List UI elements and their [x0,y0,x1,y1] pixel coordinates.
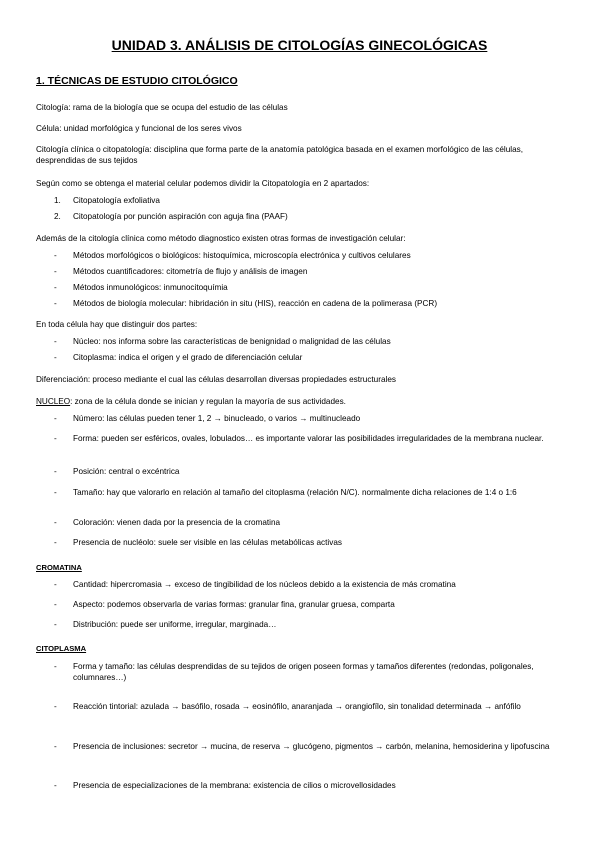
list-text: Métodos morfológicos o biológicos: histoquímica, microscopía electrónica y cultivos celulares [73,251,411,260]
list-text: Forma y tamaño: las células desprendidas de su tejidos de origen poseen formas y tamaños diferentes (redondas, poligonales, columnares…) [73,662,534,682]
list-text: Número: las células pueden tener 1, 2 → binucleado, o varios → multinucleado [73,414,361,423]
bullet-dash: - [54,518,57,527]
bullet-dash: - [54,353,57,362]
list-text: Distribución: puede ser uniforme, irregular, marginada… [73,620,277,629]
list-text: Presencia de nucléolo: suele ser visible en las células metabólicas activas [73,538,342,547]
list-text: Citopatología por punción aspiración con aguja fina (PAAF) [73,212,288,221]
division-intro: Según como se obtenga el material celular podemos dividir la Citopatología en 2 apartados: [36,179,370,188]
bullet-dash: - [54,283,57,292]
document-title: UNIDAD 3. ANÁLISIS DE CITOLOGÍAS GINECOLÓGICAS [111,37,488,53]
list-text: Métodos inmunológicos: inmunocitoquímia [73,283,228,292]
bullet-dash: - [54,267,57,276]
bullet-dash: - [54,414,57,423]
definition-citologia: Citología: rama de la biología que se ocupa del estudio de las células [36,103,288,112]
list-text: Reacción tintorial: azulada → basófilo, rosada → eosinófilo, anaranjada → orangiofílo, sin tonalidad determinada → anfófilo [73,702,521,711]
list-text: Citoplasma: indica el origen y el grado de diferenciación celular [73,353,303,362]
bullet-dash: - [54,488,57,497]
definition-celula: Célula: unidad morfológica y funcional de los seres vivos [36,124,242,133]
list-text: Presencia de especializaciones de la membrana: existencia de cilios o microvellosidades [73,781,396,790]
bullet-dash: - [54,434,57,443]
list-number: 1. [54,196,61,205]
bullet-dash: - [54,702,57,711]
list-text: Forma: pueden ser esféricos, ovales, lobulados… es importante valorar las posibilidades irregularidades de la membrana nuclear. [73,434,544,443]
list-text: Posición: central o excéntrica [73,467,180,476]
bullet-dash: - [54,299,57,308]
list-number: 2. [54,212,61,221]
methods-intro: Además de la citología clínica como método diagnostico existen otras formas de investigación celular: [36,234,406,243]
list-text: Métodos cuantificadores: citometría de flujo y análisis de imagen [73,267,308,276]
parts-intro: En toda célula hay que distinguir dos partes: [36,320,198,329]
list-text: Tamaño: hay que valorarlo en relación al tamaño del citoplasma (relación N/C). normalmente dicha relaciones de 1:4 o 1:6 [73,488,517,497]
diferenciacion-definition: Diferenciación: proceso mediante el cual las células desarrollan diversas propiedades estructurales [36,375,396,384]
nucleo-intro [36,396,566,407]
bullet-dash: - [54,467,57,476]
list-text: Aspecto: podemos observarla de varias formas: granular fina, granular gruesa, comparta [73,600,395,609]
list-text: Cantidad: hipercromasia → exceso de tingibilidad de los núcleos debido a la existencia de más cromatina [73,580,456,589]
list-text: Métodos de biología molecular: hibridación in situ (HIS), reacción en cadena de la polimerasa (PCR) [73,299,438,308]
bullet-dash: - [54,251,57,260]
bullet-dash: - [54,620,57,629]
cromatina-heading: CROMATINA [36,563,82,572]
citoplasma-heading: CITOPLASMA [36,644,87,653]
nucleo-text: : zona de la célula donde se inician y regulan la mayoría de sus actividades. [70,397,346,406]
bullet-dash: - [54,662,57,671]
bullet-dash: - [54,781,57,790]
list-text: Núcleo: nos informa sobre las características de benignidad o malignidad de las células [73,337,391,346]
section-heading: 1. TÉCNICAS DE ESTUDIO CITOLÓGICO [36,75,238,87]
bullet-dash: - [54,538,57,547]
definition-citopatologia: Citología clínica o citopatología: disciplina que forma parte de la anatomía patológica basada en el examen morfológico de las células, desprendidas de sus tejidos [36,145,523,165]
bullet-dash: - [54,337,57,346]
list-text: Coloración: vienen dada por la presencia de la cromatina [73,518,281,527]
bullet-dash: - [54,580,57,589]
bullet-dash: - [54,742,57,751]
bullet-dash: - [54,600,57,609]
nucleo-label: NUCLEO [36,397,71,406]
list-text: Presencia de inclusiones: secretor → mucina, de reserva → glucógeno, pigmentos → carbón, melanina, hemosiderina y lipofuscina [73,742,550,751]
list-text: Citopatología exfoliativa [73,196,160,205]
